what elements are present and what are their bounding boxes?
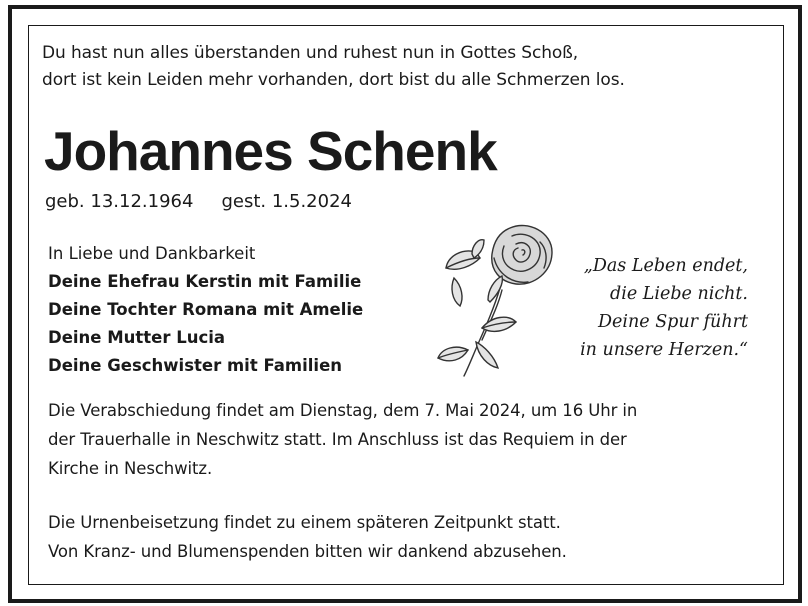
quote-line: in unsere Herzen.“ (580, 340, 748, 360)
farewell-notice (48, 396, 763, 483)
urn-line: Die Urnenbeisetzung findet zu einem späteren Zeitpunkt statt. (48, 513, 561, 532)
mourner-item: Deine Tochter Romana mit Amelie (48, 300, 364, 319)
farewell-line: Die Verabschiedung findet am Dienstag, dem 7. Mai 2024, um 16 Uhr in (48, 401, 638, 420)
mourner-item: Deine Mutter Lucia (48, 328, 226, 347)
farewell-line: Kirche in Neschwitz. (48, 459, 213, 478)
quote-line: die Liebe nicht. (610, 284, 748, 304)
rose-icon (428, 218, 558, 378)
verse-line: Du hast nun alles überstanden und ruhest nun in Gottes Schoß, (42, 43, 579, 63)
deceased-name: Johannes Schenk (44, 120, 497, 182)
mourner-item: Deine Ehefrau Kerstin mit Familie (48, 272, 362, 291)
quote-line: „Das Leben endet, (583, 256, 748, 276)
mourners-block (48, 240, 428, 380)
life-dates (45, 190, 352, 214)
quote-line: Deine Spur führt (598, 312, 748, 332)
verse (42, 40, 742, 94)
birth-date: geb. 13.12.1964 (45, 191, 194, 212)
death-date: gest. 1.5.2024 (221, 191, 352, 212)
urn-notice (48, 508, 763, 566)
urn-line: Von Kranz- und Blumenspenden bitten wir dankend abzusehen. (48, 542, 567, 561)
verse-line: dort ist kein Leiden mehr vorhanden, dort bist du alle Schmerzen los. (42, 70, 625, 90)
memorial-quote (548, 252, 748, 364)
farewell-line: der Trauerhalle in Neschwitz statt. Im Anschluss ist das Requiem in der (48, 430, 627, 449)
mourner-item: Deine Geschwister mit Familien (48, 356, 343, 375)
mourners-intro: In Liebe und Dankbarkeit (48, 244, 256, 263)
